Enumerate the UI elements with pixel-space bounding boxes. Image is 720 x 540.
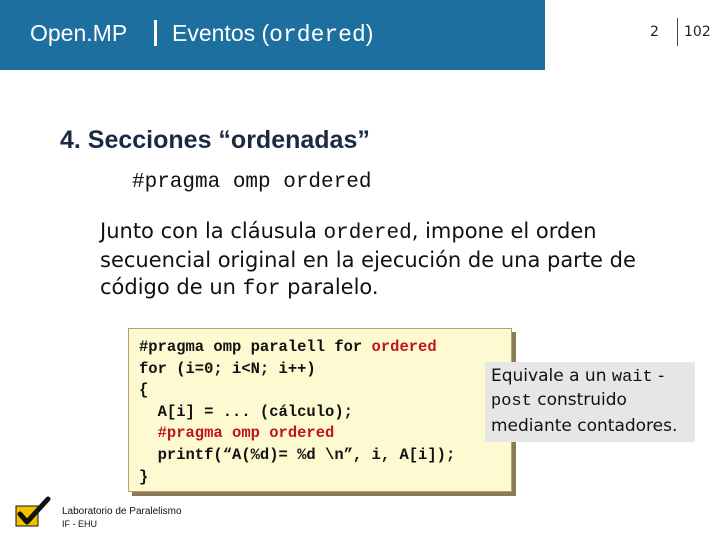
title-bar xyxy=(0,0,545,70)
note-line-1: Equivale a un wait - xyxy=(491,366,665,387)
page-separator xyxy=(677,18,678,46)
code-keyword-ordered: ordered xyxy=(371,338,437,356)
title-code: ordered xyxy=(269,22,366,48)
pragma-directive: #pragma omp ordered xyxy=(132,171,372,194)
note-line-3: mediante contadores. xyxy=(491,416,678,436)
equivalence-note xyxy=(485,362,695,442)
code-block: #pragma omp paralell for ordered for (i=0; i<N; i++) { A[i] = ... (cálculo); #pragma omp ordered printf(“A(%d)= %d \n”, i, A[i]); } xyxy=(139,338,456,486)
title-separator xyxy=(154,20,157,46)
footer-lab-name: Laboratorio de Paralelismo xyxy=(62,506,182,517)
section-heading: 4. Secciones “ordenadas” xyxy=(60,126,370,154)
code-example-box xyxy=(128,328,512,492)
code-pragma-ordered: #pragma omp ordered xyxy=(139,424,335,443)
inline-code-for: for xyxy=(242,278,281,301)
page-total: 102 xyxy=(684,24,711,40)
inline-code-ordered: ordered xyxy=(323,222,412,245)
title-sub: Eventos (ordered) xyxy=(172,20,374,48)
note-line-2: post construido xyxy=(491,390,627,411)
description-paragraph: Junto con la cláusula ordered, impone el orden secuencial original en la ejecución de una parte de código de un for paralelo. xyxy=(100,219,636,301)
footer-institution: IF - EHU xyxy=(62,519,97,529)
page-number: 2 xyxy=(650,24,659,40)
checkmark-box-logo-icon xyxy=(14,496,52,528)
title-main: Open.MP xyxy=(30,20,128,46)
